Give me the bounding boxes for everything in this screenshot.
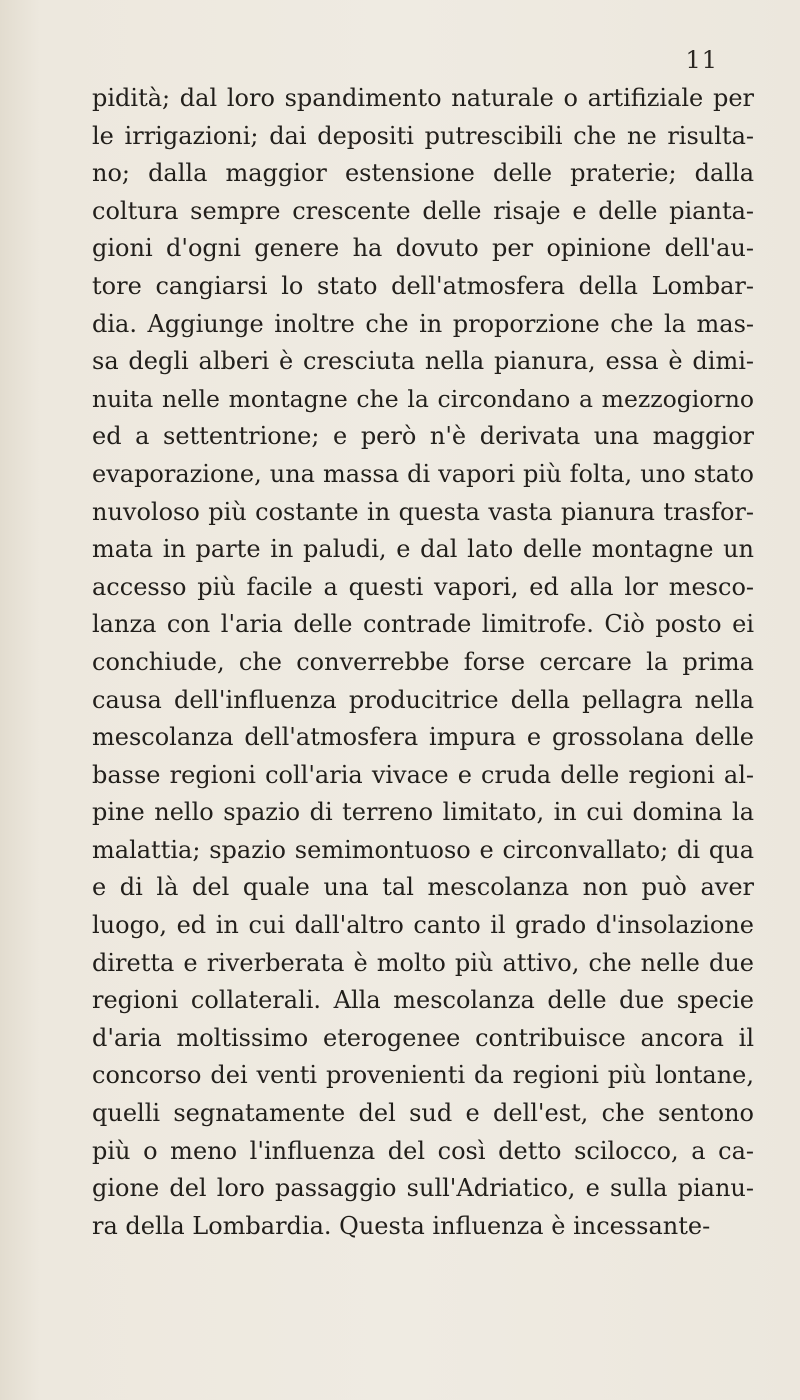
text-line: mescolanza dell'atmosfera impura e grossolana delle bbox=[92, 723, 754, 752]
text-line: pine nello spazio di terreno limitato, in cui domina la bbox=[92, 798, 754, 827]
text-line: pidità; dal loro spandimento naturale o artifiziale per bbox=[92, 84, 754, 112]
text-line: ed a settentrione; e però n'è derivata una maggior bbox=[92, 422, 754, 451]
text-line: conchiude, che converrebbe forse cercare la prima bbox=[92, 647, 754, 676]
text-line: evaporazione, una massa di vapori più folta, uno stato bbox=[92, 459, 754, 488]
text-line: sa degli alberi è cresciuta nella pianura, essa è dimi- bbox=[92, 347, 754, 376]
text-line: lanza con l'aria delle contrade limitrofe. Ciò posto ei bbox=[92, 610, 754, 639]
text-line: accesso più facile a questi vapori, ed alla lor mesco- bbox=[92, 572, 754, 601]
body-text bbox=[92, 80, 754, 1245]
text-line: e di là del quale una tal mescolanza non può aver bbox=[92, 873, 754, 902]
text-line: gioni d'ogni genere ha dovuto per opinione dell'au- bbox=[92, 234, 754, 263]
text-line: nuita nelle montagne che la circondano a mezzogiorno bbox=[92, 384, 754, 413]
text-line: causa dell'influenza producitrice della pellagra nella bbox=[92, 685, 754, 714]
text-line: tore cangiarsi lo stato dell'atmosfera della Lombar- bbox=[92, 271, 754, 300]
text-line: nuvoloso più costante in questa vasta pianura trasfor- bbox=[92, 497, 754, 526]
text-line: ra della Lombardia. Questa influenza è incessante- bbox=[92, 1211, 711, 1240]
text-line: mata in parte in paludi, e dal lato delle montagne un bbox=[92, 535, 754, 564]
text-line: dia. Aggiunge inoltre che in proporzione che la mas- bbox=[92, 309, 754, 338]
text-line: concorso dei venti provenienti da regioni più lontane, bbox=[92, 1061, 754, 1090]
text-line: luogo, ed in cui dall'altro canto il grado d'insolazione bbox=[92, 911, 754, 940]
text-line: coltura sempre crescente delle risaje e delle pianta- bbox=[92, 196, 754, 225]
text-line: regioni collaterali. Alla mescolanza delle due specie bbox=[92, 986, 754, 1015]
text-line: diretta e riverberata è molto più attivo, che nelle due bbox=[92, 948, 754, 977]
text-line: d'aria moltissimo eterogenee contribuisce ancora il bbox=[92, 1023, 754, 1052]
text-line: basse regioni coll'aria vivace e cruda delle regioni al- bbox=[92, 760, 754, 789]
text-line: quelli segnatamente del sud e dell'est, che sentono bbox=[92, 1099, 754, 1128]
text-line: più o meno l'influenza del così detto scilocco, a ca- bbox=[92, 1136, 754, 1165]
text-line: no; dalla maggior estensione delle praterie; dalla bbox=[92, 159, 754, 188]
text-line: gione del loro passaggio sull'Adriatico, e sulla pianu- bbox=[92, 1174, 754, 1203]
text-line: malattia; spazio semimontuoso e circonvallato; di qua bbox=[92, 835, 754, 864]
text-line: le irrigazioni; dai depositi putrescibili che ne risulta- bbox=[92, 121, 754, 150]
page-number: 11 bbox=[685, 46, 718, 74]
